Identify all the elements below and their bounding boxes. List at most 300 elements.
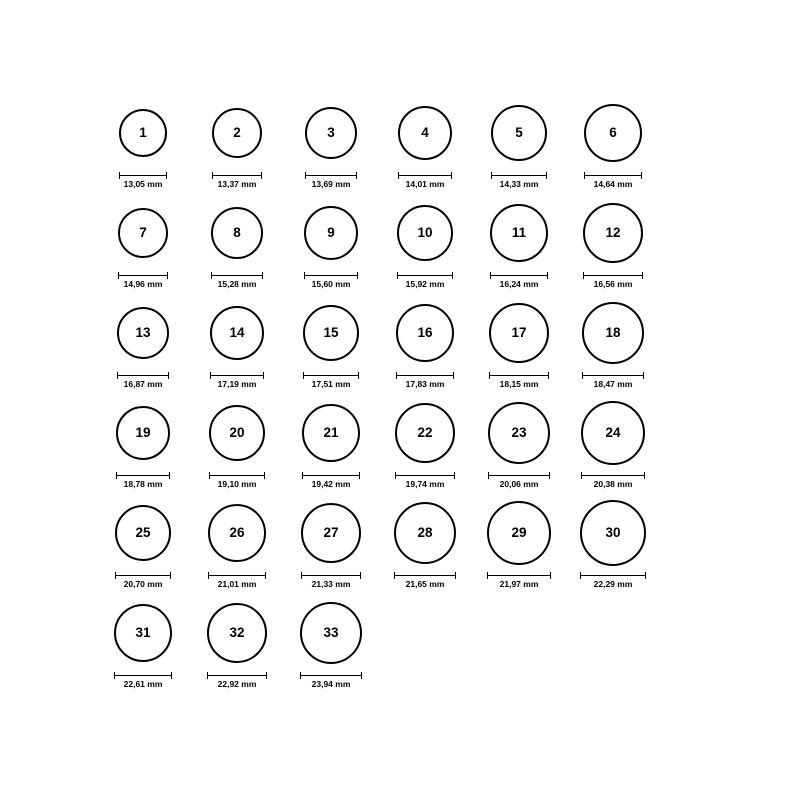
ring-size-cell [190,296,284,396]
ring-circle [487,501,551,565]
ring-dimension [207,672,267,690]
ring-diameter-label: 21,97 mm [499,579,539,589]
ring-dimension [303,372,359,390]
dimension-bar [302,475,360,476]
ring-diameter-label: 14,64 mm [593,179,633,189]
ring-size-cell [378,196,472,296]
ring-size-label: 7 [139,225,147,241]
ring-diameter-label: 21,33 mm [311,579,351,589]
ring-circle [583,203,643,263]
dimension-bar [210,375,264,376]
ring-graphic-wrap [581,396,645,470]
dimension-tick-right [264,472,265,479]
ring-size-label: 31 [135,625,151,641]
dimension-tick-right [453,372,454,379]
dimension-tick-left [489,372,490,379]
ring-dimension [396,372,454,390]
ring-graphic-wrap [490,196,548,270]
dimension-line [490,272,548,279]
dimension-line [394,572,456,579]
ring-circle [395,403,455,463]
ring-size-label: 2 [233,125,241,141]
ring-size-label: 13 [135,325,151,341]
ring-diameter-label: 20,70 mm [123,579,163,589]
ring-graphic-wrap [115,496,171,570]
ring-dimension [489,372,549,390]
dimension-line [491,172,547,179]
ring-diameter-label: 13,37 mm [217,179,257,189]
dimension-tick-right [360,572,361,579]
ring-dimension [300,672,362,690]
ring-size-label: 27 [323,525,339,541]
dimension-tick-right [550,572,551,579]
dimension-bar [584,175,642,176]
ring-size-cell [190,596,284,696]
ring-graphic-wrap [301,496,361,570]
ring-dimension [488,472,550,490]
ring-diameter-label: 18,78 mm [123,479,163,489]
dimension-tick-left [396,372,397,379]
ring-diameter-label: 17,19 mm [217,379,257,389]
ring-diameter-label: 16,87 mm [123,379,163,389]
dimension-tick-right [358,372,359,379]
dimension-tick-left [490,272,491,279]
dimension-tick-right [546,172,547,179]
ring-size-label: 26 [229,525,245,541]
ring-size-cell [284,96,378,196]
ring-size-cell [284,396,378,496]
ring-graphic-wrap [117,296,169,370]
dimension-bar [491,175,547,176]
dimension-tick-left [398,172,399,179]
ring-size-cell [472,196,566,296]
ring-size-label: 16 [417,325,433,341]
dimension-tick-left [119,172,120,179]
dimension-tick-right [357,272,358,279]
dimension-tick-right [262,272,263,279]
ring-diameter-label: 15,92 mm [405,279,445,289]
dimension-bar [303,375,359,376]
ring-size-label: 5 [515,125,523,141]
dimension-bar [397,275,453,276]
dimension-tick-left [581,472,582,479]
ring-size-label: 25 [135,525,151,541]
dimension-tick-left [583,272,584,279]
ring-diameter-label: 18,47 mm [593,379,633,389]
ring-size-cell [284,296,378,396]
dimension-tick-right [455,572,456,579]
ring-size-cell [378,96,472,196]
ring-diameter-label: 15,60 mm [311,279,351,289]
dimension-tick-right [644,472,645,479]
ring-size-label: 21 [323,425,339,441]
ring-dimension [119,172,167,190]
dimension-tick-right [642,272,643,279]
dimension-tick-right [265,572,266,579]
ring-circle [490,204,548,262]
ring-size-label: 12 [605,225,621,241]
ring-circle [209,405,265,461]
dimension-line [305,172,357,179]
dimension-bar [118,275,168,276]
ring-size-grid [96,96,704,696]
ring-size-cell [566,296,660,396]
dimension-bar [488,475,550,476]
dimension-bar [582,375,644,376]
ring-dimension [118,272,168,290]
dimension-tick-left [301,572,302,579]
ring-diameter-label: 19,42 mm [311,479,351,489]
dimension-tick-left [118,272,119,279]
dimension-tick-right [167,272,168,279]
ring-dimension [212,172,262,190]
ring-size-cell [284,196,378,296]
ring-size-label: 1 [139,125,147,141]
ring-circle [397,205,453,261]
dimension-bar [207,675,267,676]
ring-circle [300,602,362,664]
dimension-line [116,472,170,479]
ring-size-label: 3 [327,125,335,141]
ring-diameter-label: 13,69 mm [311,179,351,189]
dimension-line [304,272,358,279]
ring-size-cell [378,296,472,396]
ring-size-cell [96,296,190,396]
dimension-tick-right [266,672,267,679]
ring-dimension [210,372,264,390]
ring-dimension [394,572,456,590]
dimension-line [396,372,454,379]
ring-size-cell [190,396,284,496]
dimension-line [488,472,550,479]
ring-dimension [114,672,172,690]
ring-graphic-wrap [488,396,550,470]
ring-size-label: 17 [511,325,527,341]
ring-size-label: 30 [605,525,621,541]
ring-size-cell [566,96,660,196]
ring-graphic-wrap [211,196,263,270]
ring-diameter-label: 18,15 mm [499,379,539,389]
ring-size-cell [378,496,472,596]
ring-diameter-label: 16,56 mm [593,279,633,289]
dimension-tick-left [115,572,116,579]
ring-dimension [209,472,265,490]
dimension-tick-left [114,672,115,679]
dimension-bar [300,675,362,676]
ring-dimension [580,572,646,590]
dimension-line [398,172,452,179]
dimension-tick-right [169,472,170,479]
dimension-line [119,172,167,179]
ring-graphic-wrap [208,496,266,570]
dimension-tick-right [359,472,360,479]
ring-size-label: 11 [511,225,527,241]
ring-graphic-wrap [119,96,167,170]
dimension-line [211,272,263,279]
ring-dimension [115,572,171,590]
dimension-line [118,272,168,279]
ring-circle [210,306,264,360]
ring-size-label: 9 [327,225,335,241]
ring-size-cell [190,196,284,296]
ring-dimension [305,172,357,190]
dimension-tick-left [394,572,395,579]
dimension-bar [305,175,357,176]
ring-circle [208,504,266,562]
dimension-tick-right [261,172,262,179]
dimension-bar [487,575,551,576]
ring-circle [398,106,452,160]
ring-circle [116,406,170,460]
dimension-line [114,672,172,679]
dimension-tick-right [171,672,172,679]
dimension-tick-left [209,472,210,479]
ring-size-label: 6 [609,125,617,141]
ring-size-label: 33 [323,625,339,641]
ring-dimension [304,272,358,290]
ring-graphic-wrap [302,396,360,470]
dimension-tick-left [304,272,305,279]
ring-diameter-label: 23,94 mm [311,679,351,689]
ring-size-label: 32 [229,625,245,641]
ring-size-cell [190,96,284,196]
ring-size-label: 18 [605,325,621,341]
ring-circle [207,603,267,663]
ring-dimension [397,272,453,290]
ring-size-cell [378,396,472,496]
ring-diameter-label: 22,29 mm [593,579,633,589]
ring-circle [117,307,169,359]
dimension-bar [490,275,548,276]
ring-dimension [301,572,361,590]
ring-graphic-wrap [584,96,642,170]
ring-graphic-wrap [487,496,551,570]
ring-diameter-label: 22,61 mm [123,679,163,689]
dimension-line [117,372,169,379]
dimension-tick-left [117,372,118,379]
ring-graphic-wrap [118,196,168,270]
ring-circle [115,505,171,561]
dimension-line [580,572,646,579]
dimension-line [395,472,455,479]
ring-dimension [491,172,547,190]
dimension-tick-left [211,272,212,279]
ring-size-cell [472,396,566,496]
dimension-line [212,172,262,179]
dimension-tick-right [643,372,644,379]
ring-graphic-wrap [116,396,170,470]
ring-graphic-wrap [396,296,454,370]
ring-circle [491,105,547,161]
ring-size-cell [472,96,566,196]
dimension-tick-left [212,172,213,179]
dimension-bar [212,175,262,176]
ring-circle [394,502,456,564]
ring-circle [584,104,642,162]
ring-diameter-label: 20,38 mm [593,479,633,489]
ring-circle [302,404,360,462]
ring-size-label: 22 [417,425,433,441]
dimension-line [582,372,644,379]
ring-dimension [584,172,642,190]
ring-diameter-label: 15,28 mm [217,279,257,289]
dimension-tick-right [168,372,169,379]
ring-circle [212,108,262,158]
ring-circle [582,302,644,364]
ring-graphic-wrap [491,96,547,170]
dimension-tick-left [208,572,209,579]
ring-size-label: 29 [511,525,527,541]
dimension-bar [395,475,455,476]
ring-size-label: 8 [233,225,241,241]
ring-dimension [583,272,643,290]
dimension-bar [580,575,646,576]
dimension-line [397,272,453,279]
dimension-tick-right [170,572,171,579]
ring-graphic-wrap [582,296,644,370]
dimension-tick-right [549,472,550,479]
dimension-bar [581,475,645,476]
dimension-bar [209,475,265,476]
ring-size-label: 10 [417,225,433,241]
ring-circle [304,206,358,260]
ring-size-label: 24 [605,425,621,441]
ring-size-cell [190,496,284,596]
ring-circle [396,304,454,362]
dimension-tick-right [454,472,455,479]
ring-circle [119,109,167,157]
dimension-line [303,372,359,379]
ring-diameter-label: 17,51 mm [311,379,351,389]
dimension-line [489,372,549,379]
dimension-tick-left [207,672,208,679]
dimension-bar [119,175,167,176]
dimension-tick-right [356,172,357,179]
ring-diameter-label: 16,24 mm [499,279,539,289]
ring-size-cell [566,496,660,596]
ring-diameter-label: 14,33 mm [499,179,539,189]
dimension-bar [398,175,452,176]
ring-diameter-label: 13,05 mm [123,179,163,189]
dimension-tick-left [395,472,396,479]
dimension-line [581,472,645,479]
dimension-line [300,672,362,679]
dimension-line [584,172,642,179]
ring-diameter-label: 19,10 mm [217,479,257,489]
dimension-line [301,572,361,579]
ring-graphic-wrap [394,496,456,570]
ring-dimension [116,472,170,490]
dimension-bar [396,375,454,376]
ring-graphic-wrap [212,96,262,170]
ring-graphic-wrap [209,396,265,470]
dimension-tick-left [397,272,398,279]
ring-circle [114,604,172,662]
dimension-tick-left [580,572,581,579]
dimension-bar [116,475,170,476]
dimension-line [210,372,264,379]
ring-diameter-label: 19,74 mm [405,479,445,489]
ring-size-cell [472,296,566,396]
dimension-tick-right [451,172,452,179]
ring-size-cell [96,96,190,196]
ring-size-label: 4 [421,125,429,141]
dimension-tick-left [303,372,304,379]
dimension-line [115,572,171,579]
ring-graphic-wrap [395,396,455,470]
ring-diameter-label: 14,96 mm [123,279,163,289]
ring-size-cell [284,496,378,596]
dimension-bar [208,575,266,576]
dimension-tick-left [305,172,306,179]
ring-dimension [398,172,452,190]
ring-graphic-wrap [398,96,452,170]
ring-size-cell [284,596,378,696]
dimension-tick-right [547,272,548,279]
ring-diameter-label: 14,01 mm [405,179,445,189]
ring-size-cell [96,596,190,696]
ring-size-label: 15 [323,325,339,341]
dimension-line [583,272,643,279]
ring-dimension [117,372,169,390]
ring-size-cell [96,196,190,296]
ring-size-label: 19 [135,425,151,441]
dimension-tick-left [116,472,117,479]
dimension-tick-right [641,172,642,179]
ring-circle [118,208,168,258]
ring-graphic-wrap [210,296,264,370]
ring-graphic-wrap [305,96,357,170]
ring-graphic-wrap [304,196,358,270]
dimension-bar [301,575,361,576]
ring-size-cell [566,396,660,496]
ring-dimension [302,472,360,490]
dimension-tick-right [452,272,453,279]
dimension-bar [583,275,643,276]
ring-dimension [582,372,644,390]
ring-graphic-wrap [489,296,549,370]
ring-size-cell [96,496,190,596]
dimension-bar [489,375,549,376]
dimension-tick-left [210,372,211,379]
ring-dimension [211,272,263,290]
dimension-bar [117,375,169,376]
dimension-line [302,472,360,479]
ring-circle [581,401,645,465]
dimension-bar [114,675,172,676]
dimension-line [209,472,265,479]
dimension-tick-left [491,172,492,179]
dimension-tick-left [584,172,585,179]
ring-circle [488,402,550,464]
ring-circle [489,303,549,363]
ring-diameter-label: 21,01 mm [217,579,257,589]
dimension-bar [211,275,263,276]
ring-size-label: 14 [229,325,245,341]
ring-circle [305,107,357,159]
ring-size-label: 23 [511,425,527,441]
ring-size-cell [566,196,660,296]
ring-size-cell [96,396,190,496]
dimension-tick-left [488,472,489,479]
dimension-tick-left [300,672,301,679]
ring-dimension [490,272,548,290]
dimension-tick-right [361,672,362,679]
ring-dimension [395,472,455,490]
ring-graphic-wrap [207,596,267,670]
ring-size-label: 20 [229,425,245,441]
dimension-tick-right [645,572,646,579]
